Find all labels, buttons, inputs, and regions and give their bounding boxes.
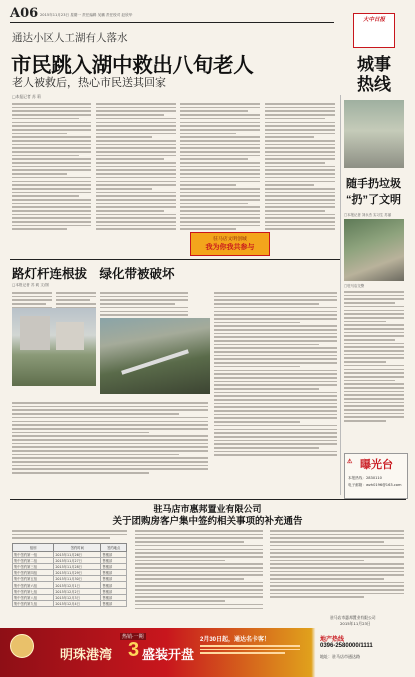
table-cell: 2015年12月2日 xyxy=(54,588,101,594)
ad-tag: 热销·一期 xyxy=(122,634,144,640)
notice-badge xyxy=(190,232,270,256)
table-cell: 售楼部 xyxy=(101,588,127,594)
table-cell: 售楼部 xyxy=(101,600,127,606)
table-cell: 售楼部 xyxy=(101,594,127,600)
green-photo-1 xyxy=(12,308,96,386)
table-cell: 售楼部 xyxy=(101,558,127,564)
exposure-email: 电子邮箱：wzh0196@163.com xyxy=(348,483,402,487)
table-cell: 售楼部 xyxy=(101,564,127,570)
side-photo-caption: □驻马店交警 xyxy=(344,284,365,288)
side-title-2: “扔”了文明 xyxy=(346,194,401,206)
exposure-label: ⚠ xyxy=(347,458,353,465)
brand-block xyxy=(353,13,395,48)
table-cell: 售楼部 xyxy=(101,570,127,576)
table-row xyxy=(13,558,127,564)
header-rule xyxy=(10,22,334,23)
green-byline: □本报记者 苏 莉 文/图 xyxy=(12,283,49,287)
table-header-place: 签约地点 xyxy=(101,544,127,552)
table-cell: 集中签约第四组 xyxy=(13,570,54,576)
signing-schedule-table xyxy=(12,543,127,607)
ad-badge: 盛装开盘 xyxy=(142,647,195,662)
table-cell: 集中签约第七组 xyxy=(13,588,54,594)
announcement-company: 驻马店市惠邦置业有限公司 xyxy=(153,504,262,514)
green-headline: 路灯杆连根拔 绿化带被破坏 xyxy=(12,267,175,281)
table-cell: 2015年11月26日 xyxy=(54,552,101,558)
ad-right-name: 地产热线 xyxy=(320,637,345,643)
side-photo-top xyxy=(344,100,404,168)
table-row xyxy=(13,552,127,558)
ad-badge-num: 3 xyxy=(128,639,140,661)
table-cell: 集中签约第八组 xyxy=(13,594,54,600)
side-photo-bottom xyxy=(344,219,404,281)
column-title-1: 城事 xyxy=(357,55,391,75)
ad-address: 地址：驻马店市通达路 xyxy=(320,654,360,659)
announcement-title: 关于团购房客户集中签约相关事项的补充通告 xyxy=(112,516,303,527)
table-cell: 售楼部 xyxy=(101,576,127,582)
announcement-body-col-2 xyxy=(135,528,263,628)
table-cell: 2015年12月4日 xyxy=(54,600,101,606)
ad-phone: 0396-2580000/1111 xyxy=(320,643,373,649)
notice-badge-line2: 我为你我共参与 xyxy=(205,243,255,251)
table-cell: 集中签约第三组 xyxy=(13,564,54,570)
ad-brand: 明珠港湾 xyxy=(60,647,113,662)
column-title-2: 热线 xyxy=(357,75,391,95)
date-line: 2015年11月23日 星期一 责任编辑 吴鹏 责任校对 赵欣华 xyxy=(40,13,133,17)
announcement-body-col-3 xyxy=(270,528,404,614)
table-cell: 2015年11月29日 xyxy=(54,570,101,576)
ad-banner xyxy=(0,628,415,677)
table-cell: 集中签约第五组 xyxy=(13,576,54,582)
table-cell: 集中签约第二组 xyxy=(13,558,54,564)
announcement-rule xyxy=(10,499,406,500)
exposure-box xyxy=(344,453,408,499)
green-body-bottom xyxy=(12,400,208,490)
main-body-col-1 xyxy=(12,101,91,248)
main-body-col-3 xyxy=(180,101,260,248)
main-body-col-2 xyxy=(96,101,176,248)
table-row xyxy=(13,570,127,576)
table-row xyxy=(13,588,127,594)
table-cell: 2015年11月28日 xyxy=(54,564,101,570)
notice-badge-line1: 驻马店文明创城 xyxy=(213,237,247,242)
table-row xyxy=(13,594,127,600)
green-photo-2 xyxy=(100,318,210,394)
building-shape xyxy=(56,322,84,350)
table-header-time: 签约时间 xyxy=(54,544,101,552)
main-byline: □本报记者 苏 莉 xyxy=(12,94,41,99)
side-body xyxy=(344,289,404,449)
announcement-intro xyxy=(12,528,127,543)
ad-mid-text: 2月30日起，通达名卡客！ xyxy=(200,637,271,643)
building-shape xyxy=(20,316,50,350)
pole-shape xyxy=(121,349,189,374)
table-row xyxy=(13,576,127,582)
exposure-hotline: 本报热线：2830110 xyxy=(348,476,382,480)
table-row xyxy=(13,600,127,606)
brand-logo: 大中日报 xyxy=(362,17,385,23)
table-row xyxy=(13,582,127,588)
main-subhead: 老人被救后，热心市民送其回家 xyxy=(12,77,166,89)
table-row xyxy=(13,564,127,570)
ad-mid-copy xyxy=(200,643,300,673)
table-cell: 2015年12月3日 xyxy=(54,594,101,600)
ad-logo-mark xyxy=(10,634,34,658)
side-divider xyxy=(340,95,341,495)
main-kicker: 通达小区人工湖有人落水 xyxy=(12,32,128,44)
table-cell: 2015年11月27日 xyxy=(54,558,101,564)
main-body-col-4 xyxy=(265,101,335,248)
table-cell: 售楼部 xyxy=(101,582,127,588)
green-body-col-4 xyxy=(214,290,337,490)
main-headline: 市民跳入湖中救出八旬老人 xyxy=(11,54,254,77)
section-rule xyxy=(10,259,340,260)
announcement-date: 2015年11月23日 xyxy=(340,621,371,626)
side-title-1: 随手扔垃圾 xyxy=(346,178,401,190)
table-cell: 集中签约第一组 xyxy=(13,552,54,558)
exposure-title: 曝光台 xyxy=(360,459,393,471)
table-cell: 售楼部 xyxy=(101,552,127,558)
side-byline: □本报记者 刘永杰 实习生 苏丽 xyxy=(344,213,392,217)
page-number: A06 xyxy=(10,6,39,21)
table-cell: 集中签约第九组 xyxy=(13,600,54,606)
table-cell: 集中签约第六组 xyxy=(13,582,54,588)
table-header-group: 组别 xyxy=(13,544,54,552)
table-cell: 2015年12月1日 xyxy=(54,582,101,588)
table-cell: 2015年11月30日 xyxy=(54,576,101,582)
announcement-signature: 驻马店市惠邦置业有限公司 xyxy=(330,615,376,620)
